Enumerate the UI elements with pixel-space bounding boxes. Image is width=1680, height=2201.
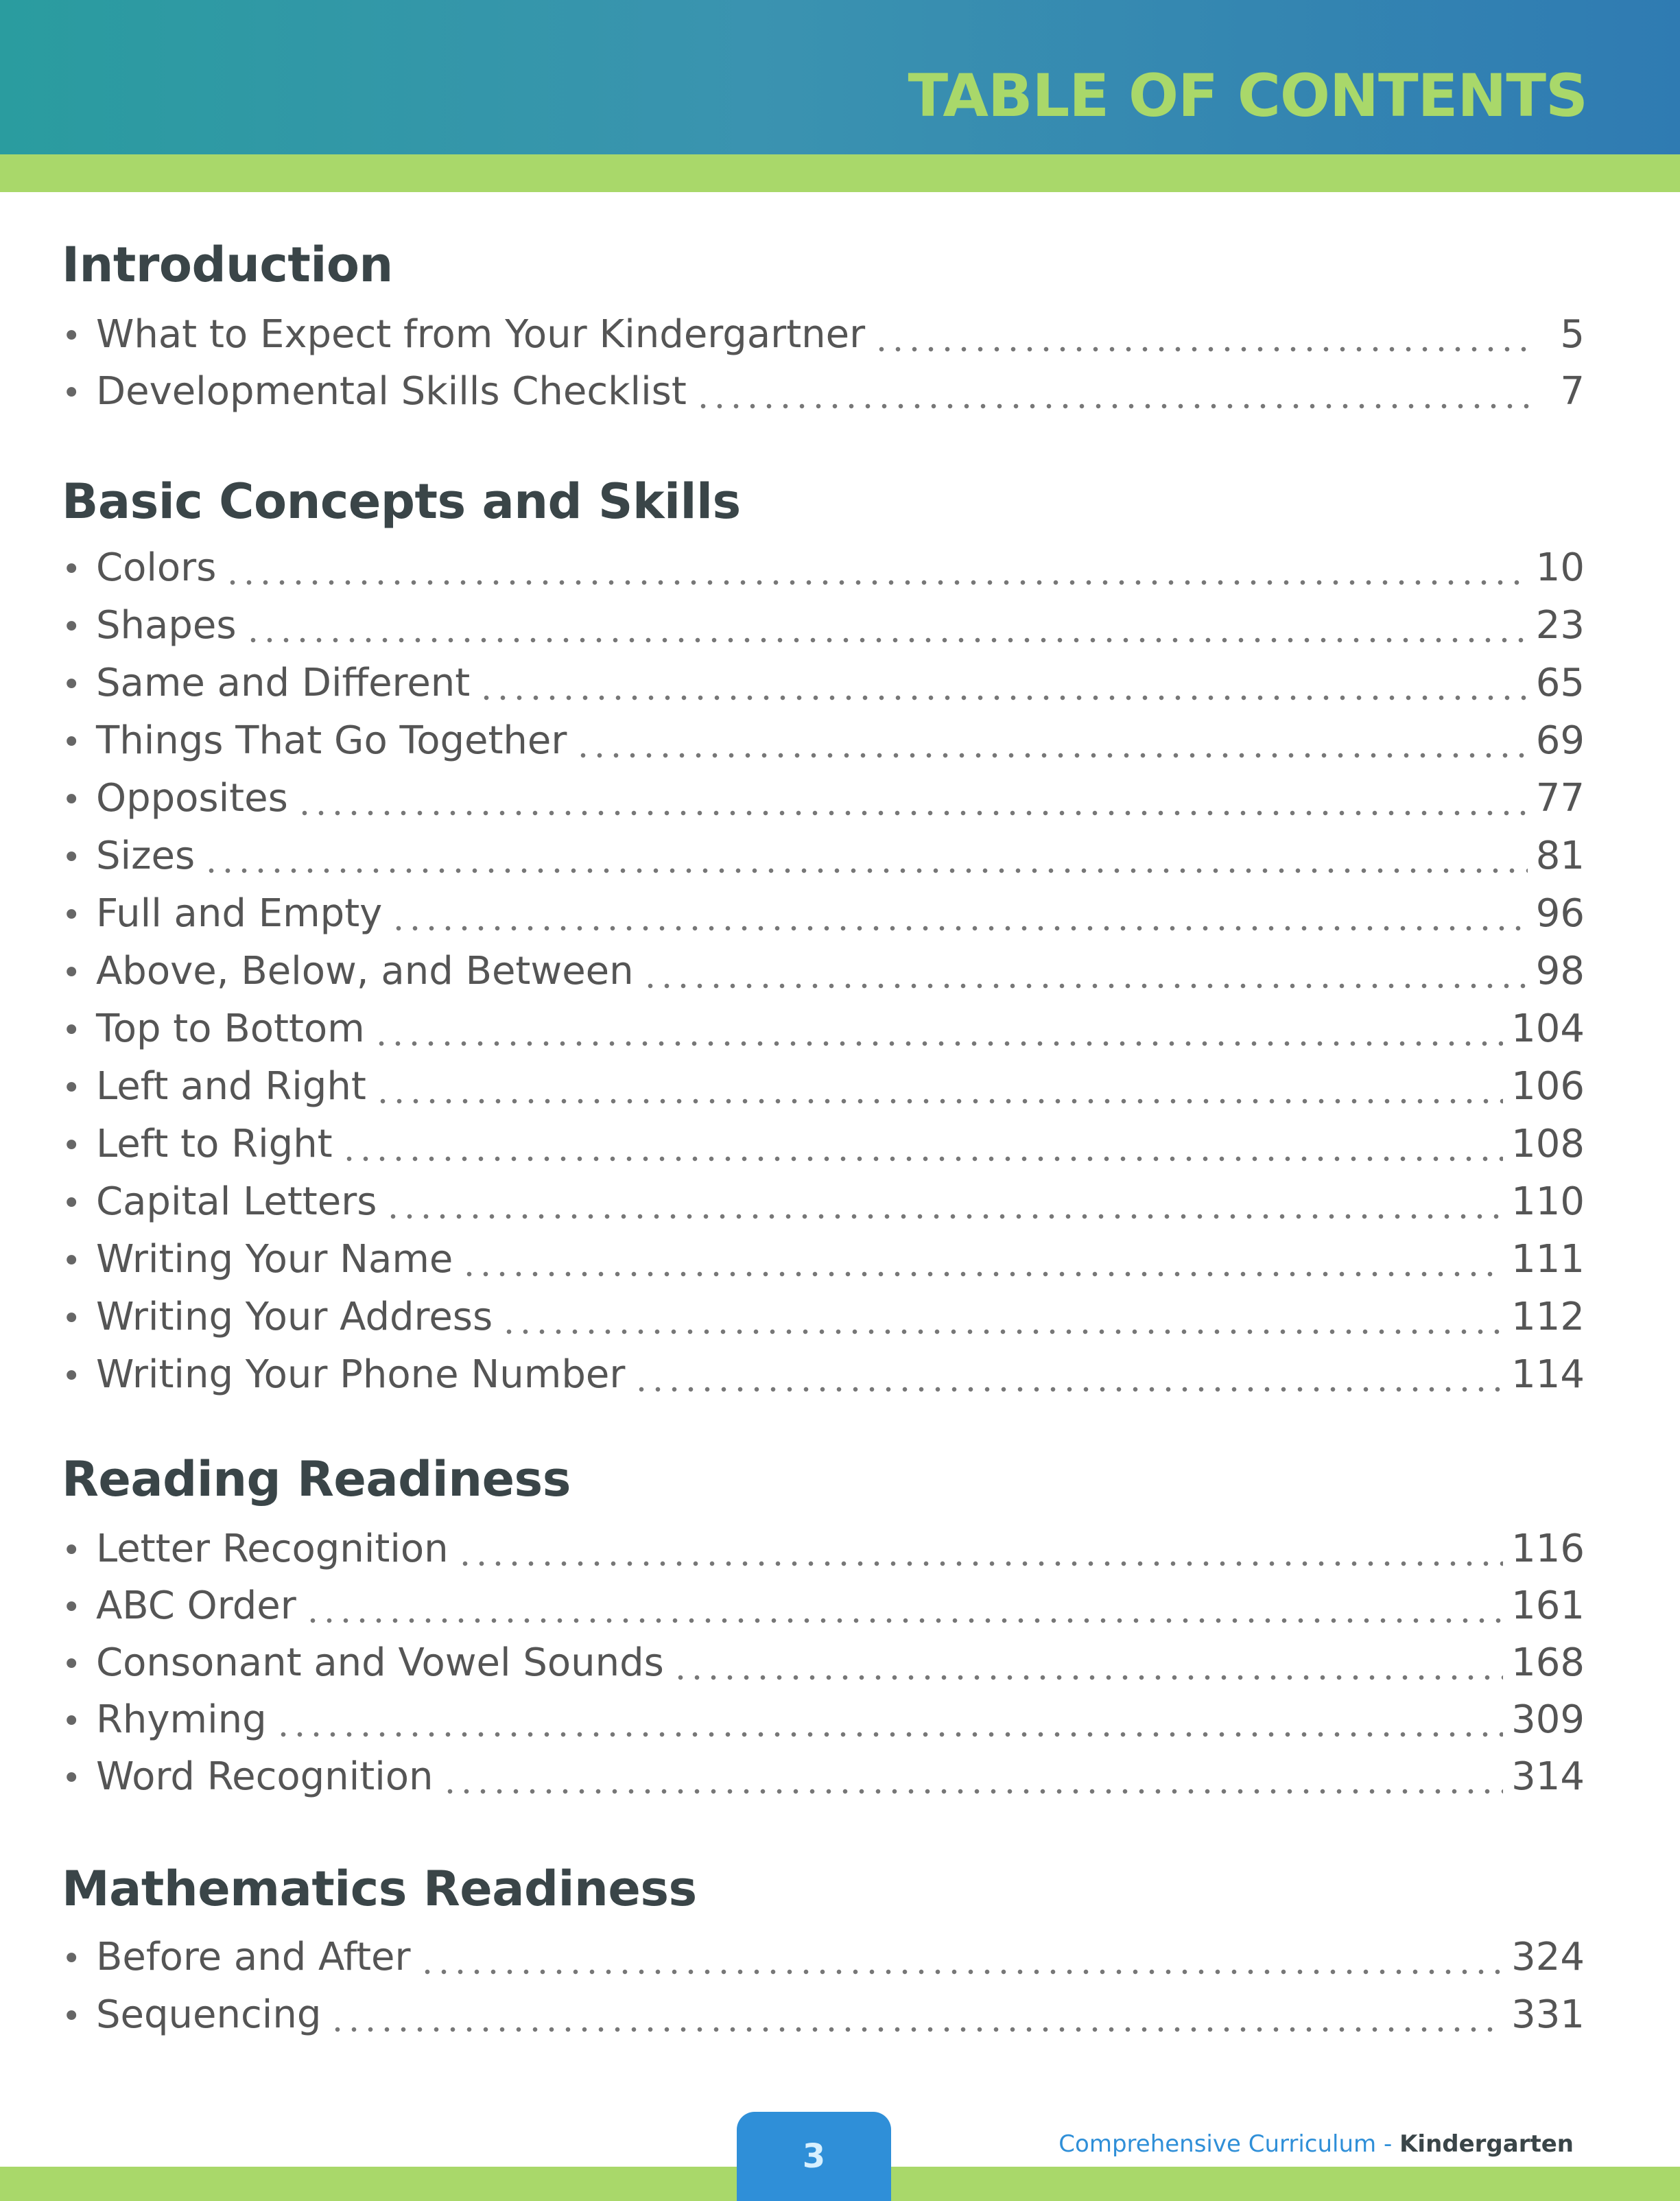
toc-entry[interactable] <box>62 1179 1585 1234</box>
entry-page-number: 10 <box>1535 545 1585 590</box>
bullet-icon: • <box>62 781 82 819</box>
entry-page-number: 309 <box>1511 1697 1585 1742</box>
section-title: Basic Concepts and Skills <box>62 473 741 530</box>
bullet-icon: • <box>62 1069 82 1107</box>
entry-label: Left and Right <box>96 1064 366 1109</box>
entry-page-number: 111 <box>1511 1237 1585 1282</box>
entry-label: Above, Below, and Between <box>96 949 634 993</box>
bullet-icon: • <box>62 896 82 934</box>
dot-leader <box>672 1674 1503 1681</box>
toc-entry[interactable] <box>62 718 1585 773</box>
entry-label: Full and Empty <box>96 891 383 936</box>
bullet-icon: • <box>62 1759 82 1798</box>
bullet-icon: • <box>62 954 82 992</box>
entry-page-number: 7 <box>1560 369 1585 414</box>
bullet-icon: • <box>62 1242 82 1280</box>
entry-page-number: 161 <box>1511 1584 1585 1628</box>
dot-leader <box>873 346 1535 353</box>
entry-label: Top to Bottom <box>96 1007 365 1051</box>
bullet-icon: • <box>62 1588 82 1627</box>
dot-leader <box>642 982 1528 989</box>
bullet-icon: • <box>62 1645 82 1684</box>
toc-entry[interactable] <box>62 1007 1585 1061</box>
toc-entry[interactable] <box>62 603 1585 658</box>
entry-page-number: 5 <box>1560 312 1585 357</box>
dot-leader <box>373 1040 1503 1047</box>
dot-leader <box>442 1788 1504 1795</box>
bullet-icon: • <box>62 550 82 589</box>
page-number-tab <box>737 2112 891 2201</box>
entry-page-number: 104 <box>1511 1007 1585 1051</box>
entry-page-number: 116 <box>1511 1527 1585 1571</box>
toc-entry[interactable] <box>62 312 1585 367</box>
dot-leader <box>501 1328 1503 1335</box>
entry-page-number: 23 <box>1535 603 1585 648</box>
toc-entry[interactable] <box>62 1992 1585 2047</box>
toc-entry[interactable] <box>62 776 1585 831</box>
bullet-icon: • <box>62 1011 82 1050</box>
bullet-icon: • <box>62 608 82 646</box>
entry-label: Word Recognition <box>96 1754 434 1799</box>
toc-entry[interactable] <box>62 1935 1585 1990</box>
section-title: Reading Readiness <box>62 1451 571 1507</box>
dot-leader <box>305 1617 1503 1624</box>
page-number: 3 <box>802 2137 826 2176</box>
bullet-icon: • <box>62 723 82 762</box>
entry-page-number: 98 <box>1535 949 1585 993</box>
toc-entry[interactable] <box>62 1352 1585 1407</box>
entry-label: Colors <box>96 545 217 590</box>
footer-series: Comprehensive Curriculum - <box>1058 2130 1393 2158</box>
entry-page-number: 96 <box>1535 891 1585 936</box>
entry-label: Capital Letters <box>96 1179 377 1224</box>
bullet-icon: • <box>62 1940 82 1978</box>
section-title: Mathematics Readiness <box>62 1861 697 1917</box>
dot-leader <box>478 694 1528 701</box>
entry-label: ABC Order <box>96 1584 296 1628</box>
entry-label: Writing Your Phone Number <box>96 1352 626 1397</box>
entry-label: Left to Right <box>96 1122 333 1166</box>
entry-label: Before and After <box>96 1935 411 1979</box>
dot-leader <box>245 637 1528 644</box>
entry-label: Shapes <box>96 603 237 648</box>
entry-label: Developmental Skills Checklist <box>96 369 687 414</box>
entry-page-number: 314 <box>1511 1754 1585 1799</box>
toc-entry[interactable] <box>62 369 1585 424</box>
entry-label: Writing Your Address <box>96 1295 493 1339</box>
bullet-icon: • <box>62 1357 82 1396</box>
footer-series-title <box>1058 2130 1574 2158</box>
toc-entry[interactable] <box>62 1122 1585 1177</box>
entry-page-number: 110 <box>1511 1179 1585 1224</box>
entry-page-number: 331 <box>1511 1992 1585 2037</box>
bullet-icon: • <box>62 317 82 355</box>
dot-leader <box>203 867 1528 874</box>
entry-page-number: 108 <box>1511 1122 1585 1166</box>
toc-entry[interactable] <box>62 891 1585 946</box>
entry-page-number: 168 <box>1511 1640 1585 1685</box>
entry-label: Letter Recognition <box>96 1527 449 1571</box>
toc-entry[interactable] <box>62 1064 1585 1119</box>
entry-label: Opposites <box>96 776 288 821</box>
entry-label: Consonant and Vowel Sounds <box>96 1640 664 1685</box>
bullet-icon: • <box>62 1127 82 1165</box>
bullet-icon: • <box>62 666 82 704</box>
entry-page-number: 114 <box>1511 1352 1585 1397</box>
entry-label: Rhyming <box>96 1697 267 1742</box>
dot-leader <box>390 925 1527 932</box>
entry-label: Sequencing <box>96 1992 322 2037</box>
dot-leader <box>296 810 1528 816</box>
toc-entry[interactable] <box>62 1697 1585 1752</box>
entry-label: Sizes <box>96 834 196 878</box>
entry-label: Same and Different <box>96 661 471 705</box>
dot-leader <box>461 1271 1503 1278</box>
toc-entry[interactable] <box>62 834 1585 888</box>
bullet-icon: • <box>62 1184 82 1223</box>
dot-leader <box>385 1213 1503 1220</box>
toc-entry[interactable] <box>62 1527 1585 1581</box>
bullet-icon: • <box>62 1531 82 1570</box>
toc-entry[interactable] <box>62 1640 1585 1695</box>
toc-entry[interactable] <box>62 545 1585 600</box>
toc-entry[interactable] <box>62 949 1585 1004</box>
dot-leader <box>419 1968 1504 1975</box>
entry-page-number: 324 <box>1511 1935 1585 1979</box>
toc-entry[interactable] <box>62 1584 1585 1638</box>
entry-label: Writing Your Name <box>96 1237 453 1282</box>
page-title: TABLE OF CONTENTS <box>908 62 1587 130</box>
entry-page-number: 106 <box>1511 1064 1585 1109</box>
dot-leader <box>375 1098 1503 1105</box>
entry-page-number: 77 <box>1535 776 1585 821</box>
bullet-icon: • <box>62 1702 82 1741</box>
dot-leader <box>329 2026 1503 2033</box>
dot-leader <box>275 1731 1503 1738</box>
header-stripe <box>0 154 1680 192</box>
dot-leader <box>457 1560 1503 1567</box>
section-title: Introduction <box>62 237 393 293</box>
bullet-icon: • <box>62 838 82 877</box>
dot-leader <box>695 403 1535 410</box>
toc-entry[interactable] <box>62 1295 1585 1350</box>
entry-page-number: 69 <box>1535 718 1585 763</box>
dot-leader <box>633 1386 1503 1393</box>
toc-entry[interactable] <box>62 661 1585 716</box>
footer-grade: Kindergarten <box>1399 2130 1574 2158</box>
dot-leader <box>575 752 1527 759</box>
entry-page-number: 65 <box>1535 661 1585 705</box>
entry-label: Things That Go Together <box>96 718 567 763</box>
toc-entry[interactable] <box>62 1237 1585 1292</box>
dot-leader <box>224 579 1527 586</box>
bullet-icon: • <box>62 374 82 412</box>
entry-label: What to Expect from Your Kindergartner <box>96 312 866 357</box>
bullet-icon: • <box>62 1299 82 1338</box>
bullet-icon: • <box>62 1997 82 2036</box>
entry-page-number: 112 <box>1511 1295 1585 1339</box>
toc-entry[interactable] <box>62 1754 1585 1809</box>
dot-leader <box>341 1155 1503 1162</box>
entry-page-number: 81 <box>1535 834 1585 878</box>
